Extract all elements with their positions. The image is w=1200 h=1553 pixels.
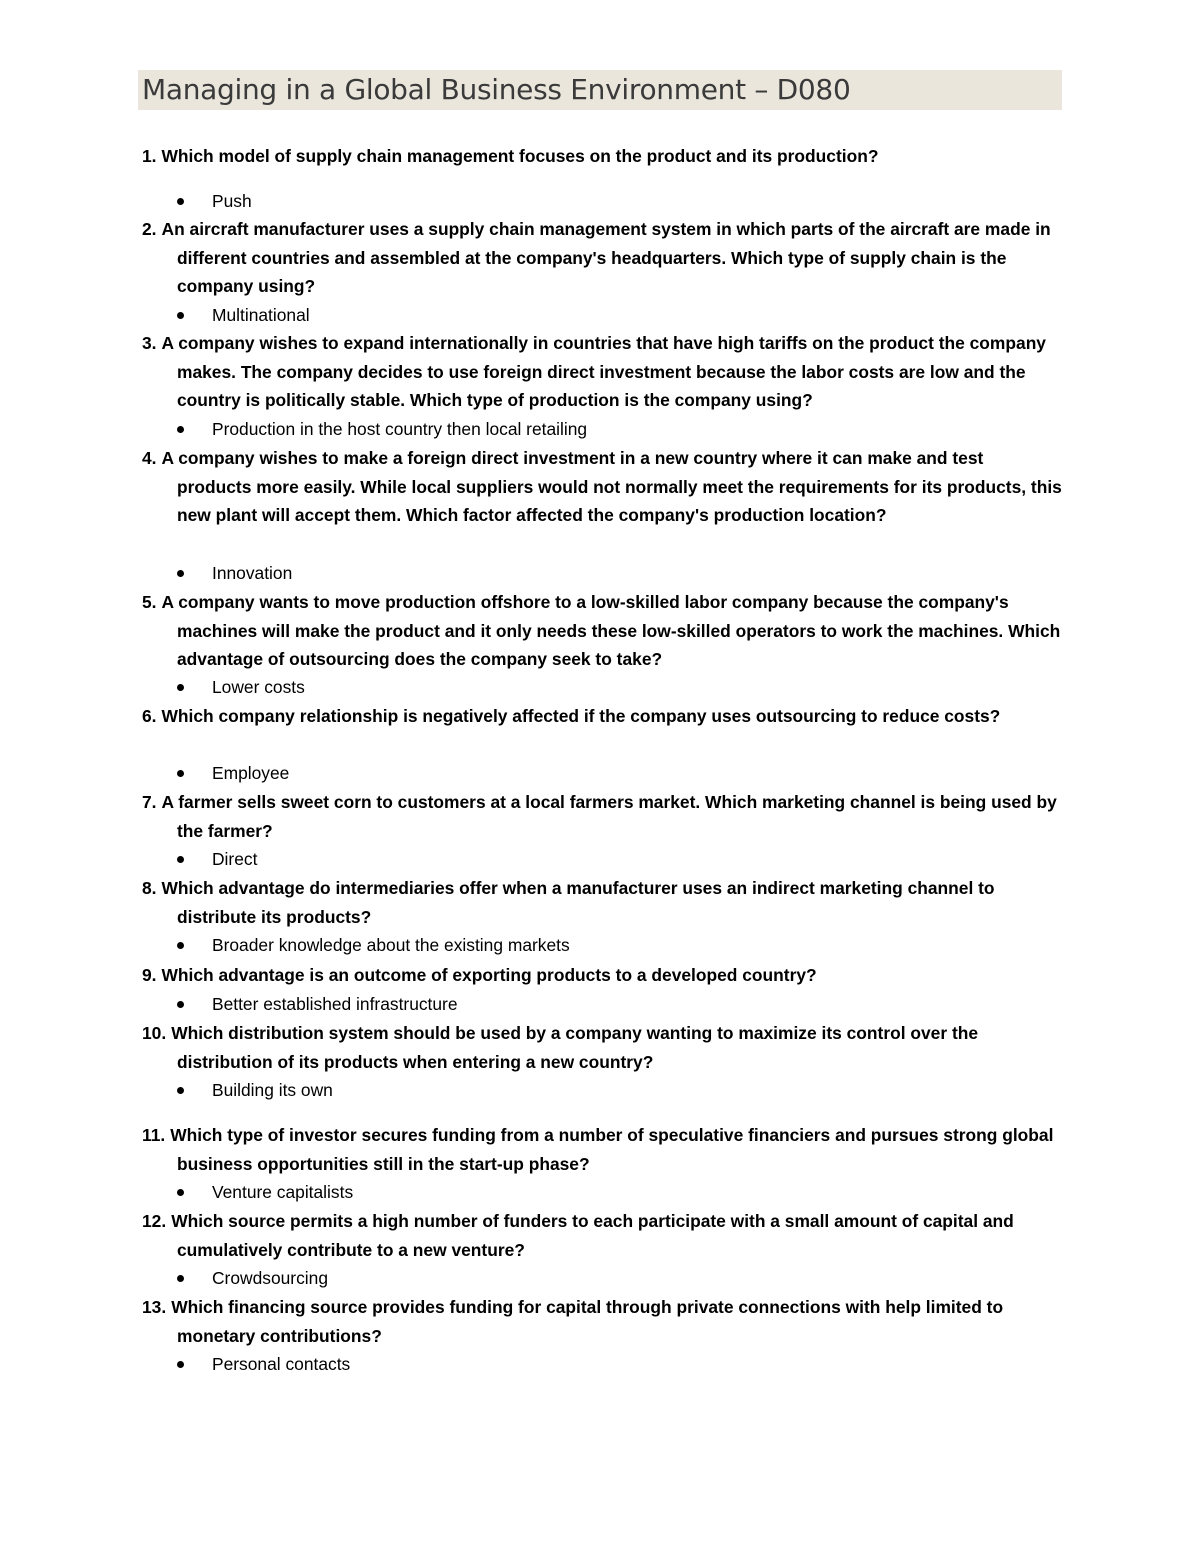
answer [172, 415, 1052, 443]
question-number: 1. [142, 146, 157, 166]
question [142, 215, 1062, 301]
answer-text: Production in the host country then local retailing [212, 419, 588, 439]
answer-text: Direct [212, 849, 258, 869]
page-title: Managing in a Global Business Environment – D080 [142, 73, 851, 106]
question [142, 1121, 1062, 1179]
question-text: Which advantage do intermediaries offer when a manufacturer uses an indirect marketing channel to distribute its products? [161, 878, 995, 927]
question-number: 4. [142, 448, 157, 468]
question [142, 788, 1062, 846]
question-text: Which distribution system should be used by a company wanting to maximize its control over the distribution of its products when entering a new country? [171, 1023, 979, 1072]
question [142, 1019, 1062, 1077]
answer-text: Crowdsourcing [212, 1268, 328, 1288]
answer [172, 673, 1052, 701]
bullet-icon [177, 942, 184, 949]
bullet-icon [177, 570, 184, 577]
question-number: 13. [142, 1297, 167, 1317]
answer-text: Push [212, 191, 252, 211]
question [142, 874, 1062, 932]
question-text: A company wishes to expand internationally in countries that have high tariffs on the product the company makes. The company decides to use foreign direct investment because the labor costs are low and the country is politically stable. Which type of production is the company using? [161, 333, 1046, 411]
question [142, 142, 1062, 171]
answer-text: Better established infrastructure [212, 994, 458, 1014]
question-text: Which advantage is an outcome of exporting products to a developed country? [161, 965, 817, 985]
question-text: Which type of investor secures funding from a number of speculative financiers and pursues strong global business opportunities still in the start-up phase? [170, 1125, 1054, 1174]
question-text: Which source permits a high number of funders to each participate with a small amount of capital and cumulatively contribute to a new venture? [171, 1211, 1014, 1260]
question [142, 1293, 1062, 1351]
answer-text: Broader knowledge about the existing markets [212, 935, 570, 955]
answer [172, 845, 1052, 873]
answer-text: Venture capitalists [212, 1182, 354, 1202]
question-text: A company wants to move production offshore to a low-skilled labor company because the company's machines will make the product and it only needs these low-skilled operators to work the machines. Which advantage of outsourcing does the company seek to take? [161, 592, 1061, 670]
question-number: 8. [142, 878, 157, 898]
bullet-icon [177, 770, 184, 777]
question-number: 6. [142, 706, 157, 726]
question [142, 1207, 1062, 1265]
answer [172, 759, 1052, 787]
bullet-icon [177, 1275, 184, 1282]
answer [172, 1350, 1052, 1378]
question [142, 588, 1062, 674]
bullet-icon [177, 1361, 184, 1368]
answer-text: Innovation [212, 563, 293, 583]
bullet-icon [177, 198, 184, 205]
answer-text: Building its own [212, 1080, 333, 1100]
question-number: 3. [142, 333, 157, 353]
answer-text: Personal contacts [212, 1354, 351, 1374]
question-number: 10. [142, 1023, 167, 1043]
question [142, 329, 1062, 415]
answer-text: Employee [212, 763, 290, 783]
question-number: 9. [142, 965, 157, 985]
bullet-icon [177, 426, 184, 433]
question-text: A farmer sells sweet corn to customers at a local farmers market. Which marketing channel is being used by the farmer? [161, 792, 1057, 841]
bullet-icon [177, 856, 184, 863]
bullet-icon [177, 1001, 184, 1008]
answer [172, 1264, 1052, 1292]
answer-text: Multinational [212, 305, 310, 325]
answer [172, 990, 1052, 1018]
question-number: 7. [142, 792, 157, 812]
question-text: Which financing source provides funding for capital through private connections with help limited to monetary contributions? [171, 1297, 1004, 1346]
answer [172, 1178, 1052, 1206]
question-text: A company wishes to make a foreign direct investment in a new country where it can make and test products more easily. While local suppliers would not normally meet the requirements for its products, this new plant will accept them. Which factor affected the company's production location? [161, 448, 1062, 526]
question-text: An aircraft manufacturer uses a supply chain management system in which parts of the aircraft are made in different countries and assembled at the company's headquarters. Which type of supply chain is the company using? [161, 219, 1051, 297]
question-text: Which company relationship is negatively affected if the company uses outsourcing to reduce costs? [161, 706, 1001, 726]
bullet-icon [177, 1087, 184, 1094]
answer-text: Lower costs [212, 677, 305, 697]
question-number: 12. [142, 1211, 167, 1231]
answer [172, 187, 1052, 215]
question-number: 5. [142, 592, 157, 612]
bullet-icon [177, 684, 184, 691]
question [142, 444, 1062, 559]
question-number: 2. [142, 219, 157, 239]
question [142, 702, 1062, 760]
answer [172, 559, 1052, 587]
answer [172, 931, 1052, 959]
answer [172, 1076, 1052, 1104]
question [142, 961, 1062, 990]
question-text: Which model of supply chain management focuses on the product and its production? [161, 146, 879, 166]
bullet-icon [177, 1189, 184, 1196]
bullet-icon [177, 312, 184, 319]
answer [172, 301, 1052, 329]
question-number: 11. [142, 1125, 166, 1145]
